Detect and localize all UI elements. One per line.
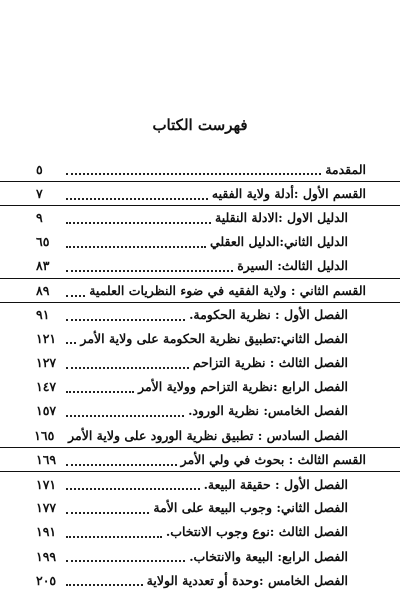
toc-entry <box>0 520 400 544</box>
toc-entry-page: ٩١ <box>36 307 50 323</box>
toc-dot-leader <box>66 379 134 393</box>
toc-dot-leader <box>66 572 143 586</box>
toc-entry-page: ٩ <box>36 210 43 226</box>
toc-entry-page: ١٦٩ <box>36 452 57 468</box>
toc-dot-leader <box>66 548 185 562</box>
toc-entry <box>0 157 400 181</box>
toc-entry-label: القسم الثاني : ولاية الفقيه في ضوء النظريات العلمية <box>89 283 366 299</box>
toc-entry <box>0 230 400 254</box>
toc-entry-label: الفصل الرابع :نظرية التزاحم وولاية الأمر <box>138 379 348 395</box>
toc-entry-label: الفصل الأول : حقيقة البيعة. <box>203 476 348 492</box>
toc-entry-label: الفصل الرابع: البيعة والانتخاب. <box>189 548 348 564</box>
toc-entry-page: ٨٩ <box>36 283 50 299</box>
toc-dot-leader <box>66 452 177 466</box>
toc-entry <box>0 496 400 520</box>
toc-entry <box>0 302 400 326</box>
toc-dot-leader <box>66 186 208 200</box>
toc-entry-page: ٢٠٥ <box>36 572 57 588</box>
toc-entry <box>0 326 400 350</box>
toc-dot-leader <box>66 161 321 175</box>
toc-dot-leader <box>66 500 149 514</box>
toc-entry <box>0 375 400 399</box>
toc-entry-label: الفصل الثالث :نوع وجوب الانتخاب. <box>165 524 348 540</box>
toc-dot-leader <box>66 524 162 538</box>
toc-dot-leader <box>66 355 189 369</box>
toc-entry-page: ٥ <box>36 161 43 177</box>
toc-entry <box>0 544 400 568</box>
toc-entry-label: المقدمة <box>325 161 366 177</box>
toc-entry-page: ١٧١ <box>36 476 57 492</box>
toc-entry-page: ١٩١ <box>36 524 57 540</box>
toc-entry <box>0 181 400 205</box>
toc-entry-page: ١٢١ <box>36 330 57 346</box>
toc-entry-label: الدليل الاول :الادلة النقلية <box>215 210 348 226</box>
toc-entry-label: الفصل الأول : نظرية الحكومة. <box>189 307 348 323</box>
toc-dot-leader <box>66 283 85 297</box>
toc-entry-label: القسم الأول :أدلة ولاية الفقيه <box>211 186 366 202</box>
toc-dot-leader <box>66 476 200 490</box>
toc-entry-label: الدليل الثالث: السيرة <box>237 258 348 274</box>
toc-dot-leader <box>66 258 233 272</box>
toc-list <box>0 157 400 592</box>
toc-entry-label: الدليل الثاني:الدليل العقلي <box>209 234 348 250</box>
toc-entry <box>0 351 400 375</box>
toc-entry-page: ٨٣ <box>36 258 50 274</box>
toc-entry-label: الفصل الخامس :وحدة أو تعددية الولاية <box>146 572 348 588</box>
toc-entry <box>0 447 400 471</box>
toc-entry <box>0 254 400 278</box>
toc-entry-page: ٧ <box>36 186 43 202</box>
toc-entry-page: ٦٥ <box>36 234 50 250</box>
toc-dot-leader <box>66 234 206 248</box>
toc-entry-page: ١٢٧ <box>36 355 57 371</box>
toc-entry-label: الفصل الثالث : نظرية التزاحم <box>192 355 348 371</box>
toc-entry <box>0 568 400 592</box>
toc-entry-page: ١٤٧ <box>36 379 57 395</box>
toc-entry <box>0 471 400 495</box>
toc-entry-label: الفصل الخامس: نظرية الورود. <box>188 403 348 419</box>
toc-entry-label: الفصل السادس : تطبيق نظرية الورود على ولاية الأمر <box>68 427 348 443</box>
toc-entry-page: ١٧٧ <box>36 500 57 516</box>
toc-entry-label: القسم الثالث : بحوث في ولي الأمر <box>180 452 366 468</box>
toc-entry-page: ١٩٩ <box>36 548 57 564</box>
toc-dot-leader <box>66 210 211 224</box>
toc-entry <box>0 399 400 423</box>
toc-entry-page: ١٦٥ <box>34 427 55 443</box>
toc-entry-page: ١٥٧ <box>36 403 57 419</box>
toc-entry-label: الفصل الثاني:تطبيق نظرية الحكومة على ولاية الأمر <box>80 330 348 346</box>
toc-title: فهرست الكتاب <box>152 116 248 134</box>
toc-entry <box>0 205 400 229</box>
toc-dot-leader <box>66 307 185 321</box>
toc-dot-leader <box>66 330 76 344</box>
toc-dot-leader <box>66 403 184 417</box>
toc-entry <box>0 278 400 302</box>
toc-entry <box>0 423 400 447</box>
toc-entry-label: الفصل الثاني: وجوب البيعة على الأمة <box>153 500 348 516</box>
